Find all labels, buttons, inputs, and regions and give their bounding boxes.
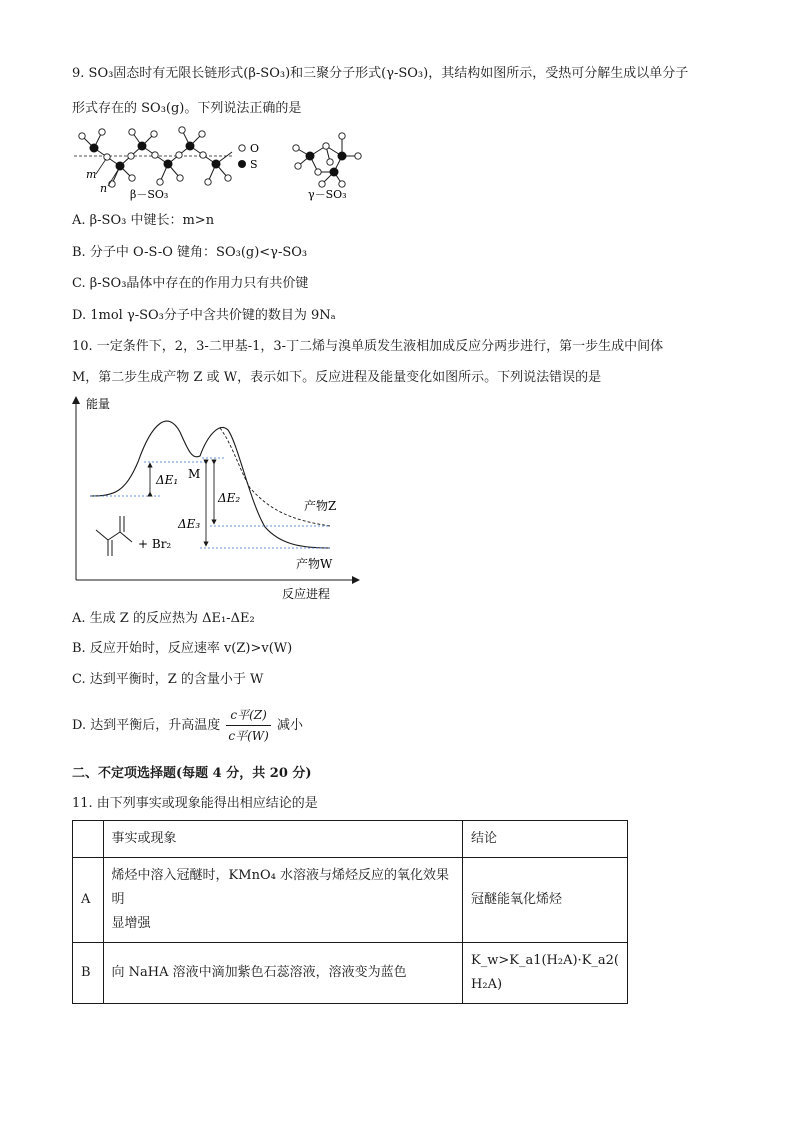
- legend-sulfur: S: [250, 158, 258, 171]
- diene-structure: [96, 516, 132, 556]
- ratio-numerator: c平(Z): [226, 706, 270, 726]
- row-label: B: [73, 943, 104, 1004]
- gamma-so3-label: γ－SO₃: [308, 188, 347, 201]
- row-fact-line: 显增强: [111, 916, 151, 931]
- concentration-ratio: [226, 706, 270, 745]
- table-row: [73, 943, 628, 1004]
- q10-option-a: A. 生成 Z 的反应热为 ΔE₁-ΔE₂: [72, 611, 255, 626]
- q10-option-d: [72, 706, 303, 745]
- q9-option-b: B. 分子中 O-S-O 键角：SO₃(g)<γ-SO₃: [72, 245, 308, 260]
- row-conclusion: [463, 943, 628, 1004]
- row-conclusion-line: H₂A): [471, 977, 503, 992]
- q9-stem-line1: 9. SO₃固态时有无限长链形式(β-SO₃)和三聚分子形式(γ-SO₃)，其结构如图所示，受热可分解生成以单分子: [72, 66, 689, 81]
- path-to-w: [90, 421, 330, 548]
- q10-stem-line2: M，第二步生成产物 Z 或 W，表示如下。反应进程及能量变化如图所示。下列说法错误的是: [72, 370, 602, 385]
- table-header-row: [73, 821, 628, 858]
- q11-table: [72, 820, 628, 1004]
- label-m: M: [188, 467, 201, 481]
- reactant-br2: + Br₂: [138, 537, 172, 551]
- q10-option-c: C. 达到平衡时，Z 的含量小于 W: [72, 672, 264, 687]
- q9-option-c: C. β-SO₃晶体中存在的作用力只有共价键: [72, 276, 309, 291]
- label-de2: ΔE₂: [218, 491, 241, 505]
- header-empty-cell: [73, 821, 104, 858]
- label-de3: ΔE₃: [178, 517, 201, 531]
- label-product-w: 产物W: [296, 557, 333, 571]
- ratio-denominator: c平(W): [228, 729, 269, 743]
- legend-oxygen: O: [250, 142, 260, 155]
- q10-energy-diagram: [60, 392, 380, 604]
- label-de1: ΔE₁: [156, 473, 179, 487]
- row-conclusion: 冠醚能氧化烯烃: [463, 858, 628, 943]
- row-conclusion-line: K_w>K_a1(H₂A)·K_a2(: [471, 953, 619, 968]
- q10-stem-line1: 10. 一定条件下，2，3-二甲基-1，3-丁二烯与溴单质发生液相加成反应分两步进行，第一步生成中间体: [72, 339, 664, 354]
- q10-option-b: B. 反应开始时，反应速率 v(Z)>v(W): [72, 641, 293, 656]
- row-fact: [103, 858, 462, 943]
- label-product-z: 产物Z: [304, 499, 337, 513]
- beta-oxygen-atoms: [79, 127, 231, 187]
- header-fact: 事实或现象: [103, 821, 462, 858]
- beta-so3-label: β－SO₃: [130, 188, 169, 201]
- q9-option-d: D. 1mol γ-SO₃分子中含共价键的数目为 9Nₐ: [72, 308, 336, 323]
- bond-label-n: n: [100, 182, 108, 195]
- row-fact-line: 烯烃中溶入冠醚时，KMnO₄ 水溶液与烯烃反应的氧化效果明: [111, 868, 449, 907]
- q9-structure-figure: [72, 126, 372, 206]
- y-axis-label: 能量: [86, 397, 111, 411]
- q10-option-d-suffix: 减小: [276, 718, 303, 733]
- x-axis-label: 反应进程: [282, 587, 331, 601]
- q11-stem: 11. 由下列事实或现象能得出相应结论的是: [72, 796, 318, 811]
- row-label: A: [73, 858, 104, 943]
- section2-heading: 二、不定项选择题(每题 4 分，共 20 分): [72, 766, 312, 781]
- beta-sulfur-atoms-lower: [116, 160, 221, 171]
- q10-option-d-prefix: D. 达到平衡后，升高温度: [72, 718, 221, 733]
- table-row: [73, 858, 628, 943]
- gamma-sulfur-atoms: [306, 152, 347, 177]
- beta-sulfur-atoms: [90, 142, 195, 153]
- q9-stem-line2: 形式存在的 SO₃(g)。下列说法正确的是: [72, 101, 302, 116]
- row-fact: 向 NaHA 溶液中滴加紫色石蕊溶液，溶液变为蓝色: [103, 943, 462, 1004]
- q9-option-a: A. β-SO₃ 中键长：m>n: [72, 213, 215, 228]
- bond-label-m: m: [86, 168, 97, 181]
- header-conclusion: 结论: [463, 821, 628, 858]
